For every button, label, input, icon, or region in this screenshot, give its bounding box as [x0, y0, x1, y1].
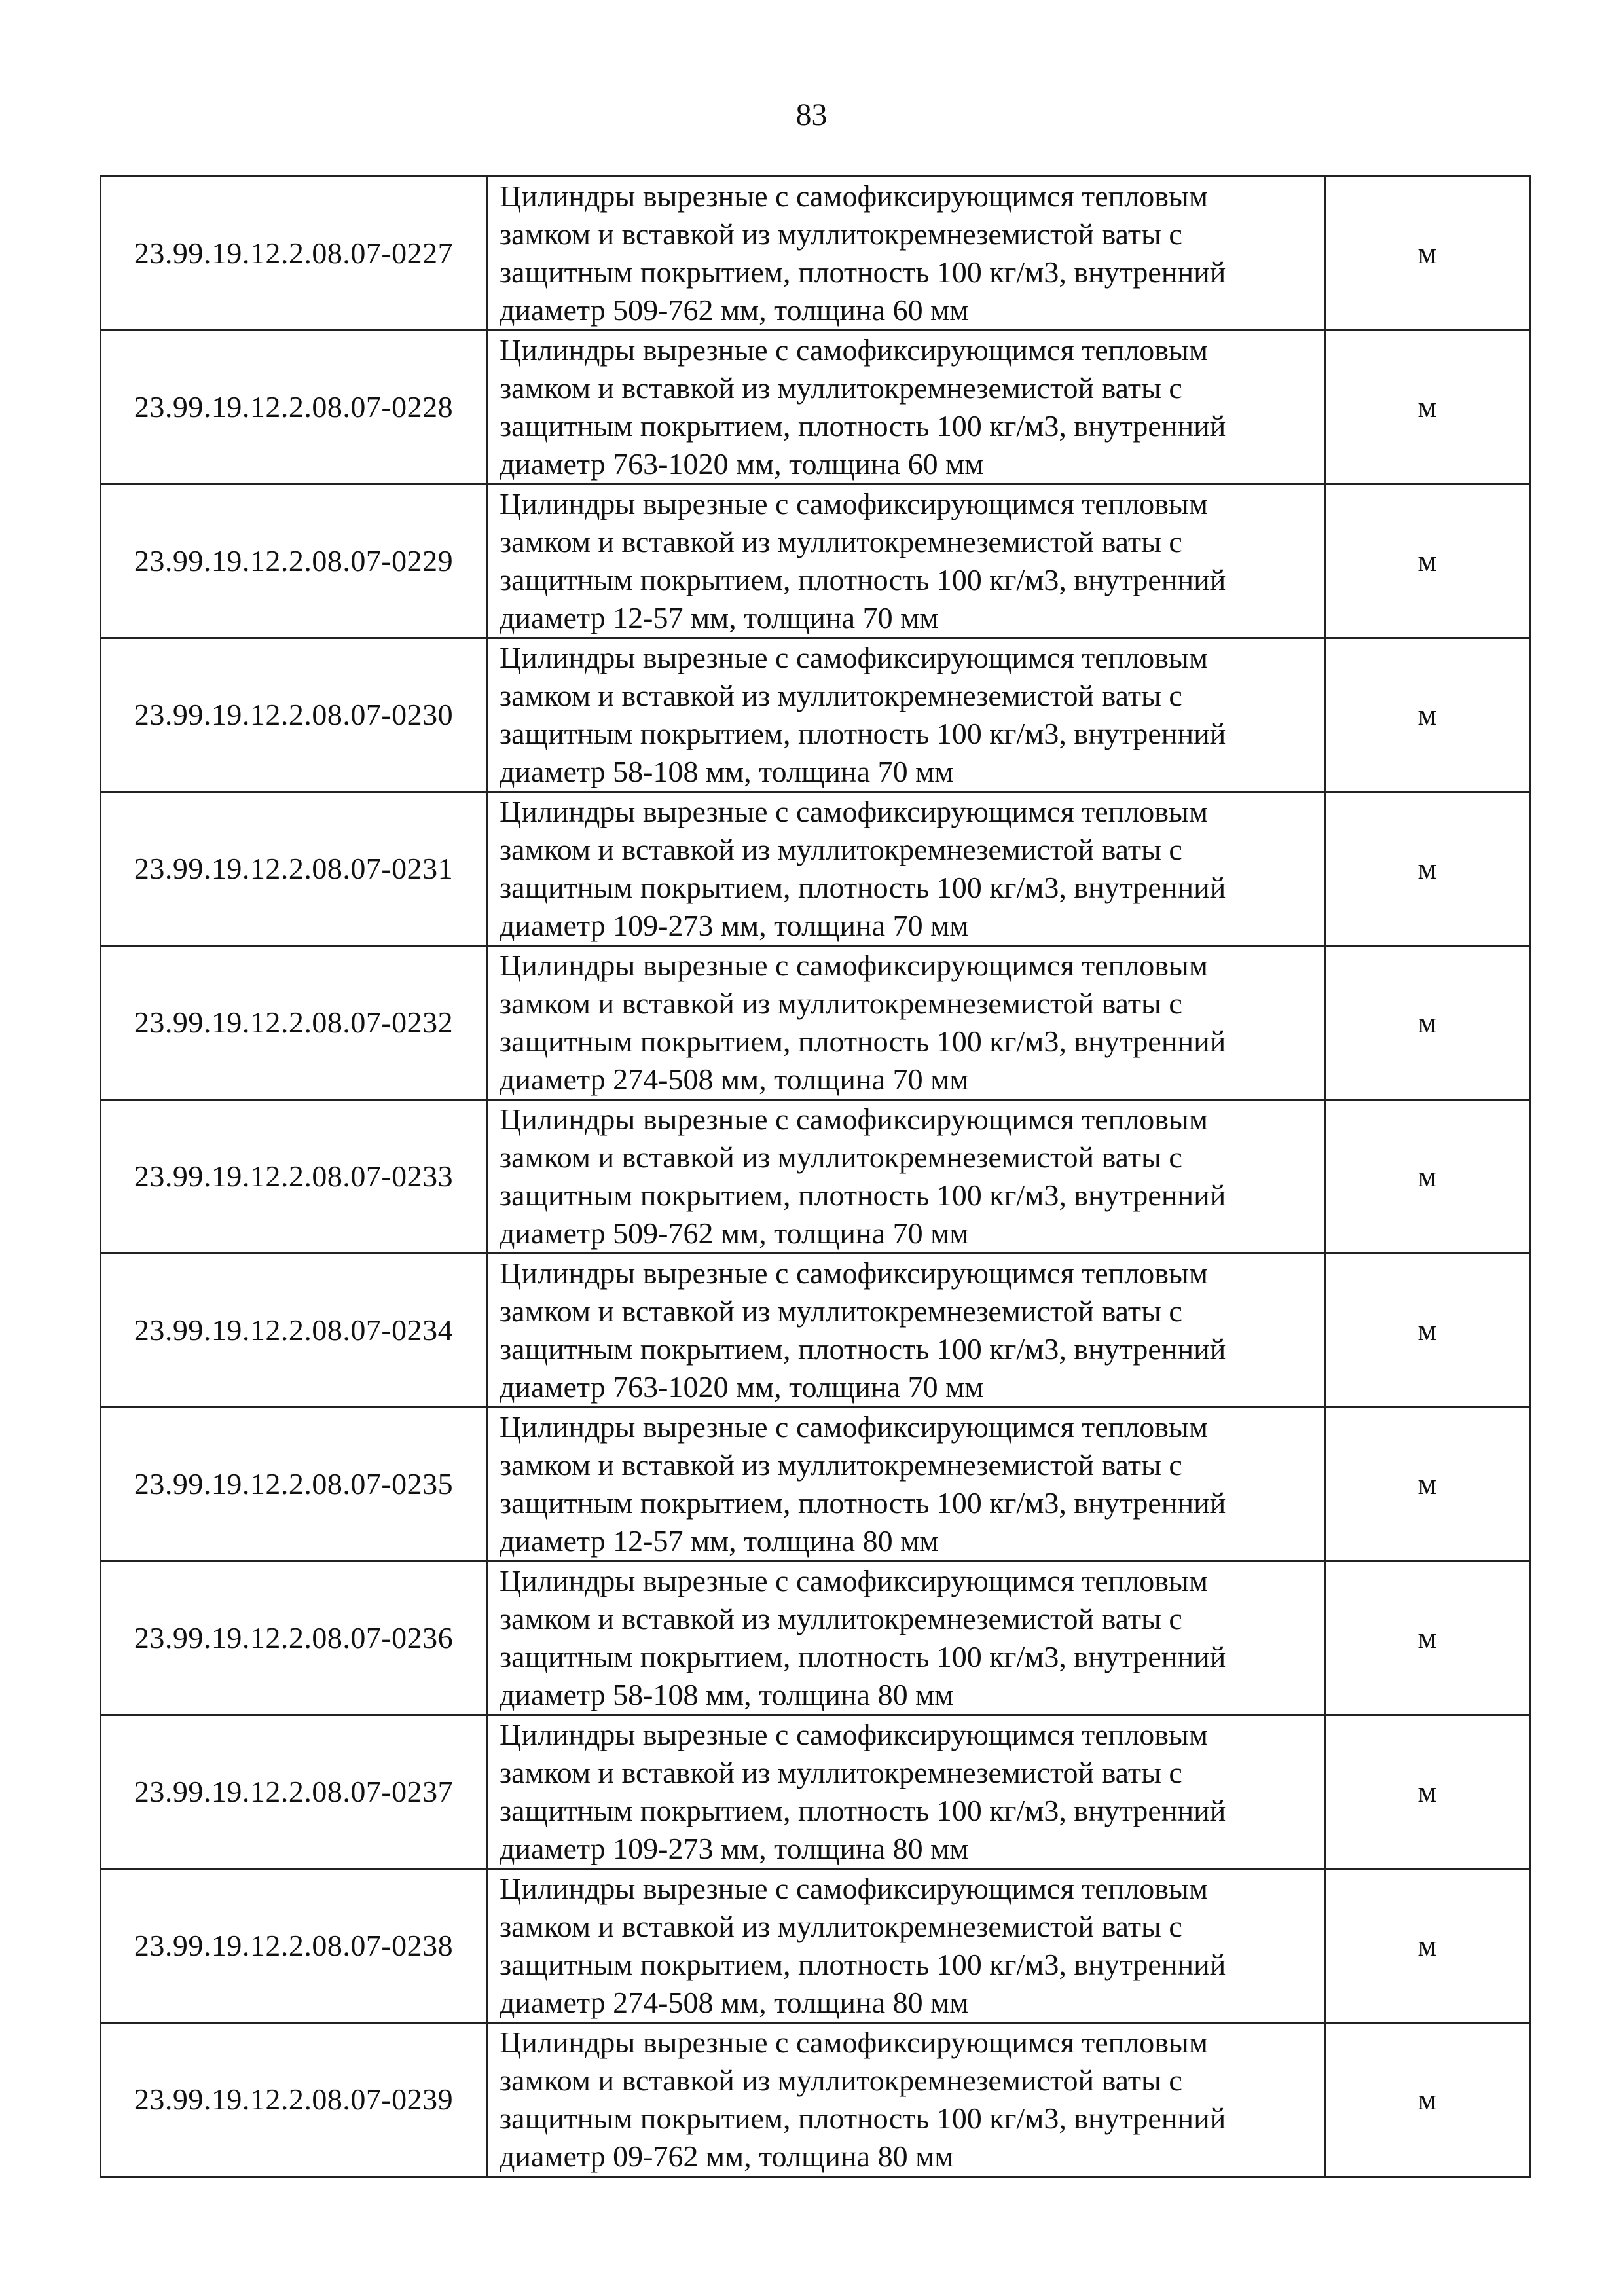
table-row [101, 1561, 1530, 1715]
item-description: Цилиндры вырезные с самофиксирующимся тепловым замком и вставкой из муллитокремнеземистой ваты с защитным покрытием, плотность 100 кг/м3, внутренний диаметр 109-273 мм, толщина 70 мм [487, 792, 1325, 946]
item-unit: м [1325, 1869, 1530, 2023]
materials-table-body [101, 177, 1530, 2177]
item-code: 23.99.19.12.2.08.07-0238 [101, 1869, 487, 2023]
item-description: Цилиндры вырезные с самофиксирующимся тепловым замком и вставкой из муллитокремнеземистой ваты с защитным покрытием, плотность 100 кг/м3, внутренний диаметр 274-508 мм, толщина 70 мм [487, 946, 1325, 1100]
item-unit: м [1325, 638, 1530, 792]
table-row [101, 1715, 1530, 1869]
item-description: Цилиндры вырезные с самофиксирующимся тепловым замком и вставкой из муллитокремнеземистой ваты с защитным покрытием, плотность 100 кг/м3, внутренний диаметр 763-1020 мм, толщина 60 мм [487, 331, 1325, 484]
item-unit: м [1325, 177, 1530, 331]
item-unit: м [1325, 2023, 1530, 2177]
item-code: 23.99.19.12.2.08.07-0237 [101, 1715, 487, 1869]
item-description: Цилиндры вырезные с самофиксирующимся тепловым замком и вставкой из муллитокремнеземистой ваты с защитным покрытием, плотность 100 кг/м3, внутренний диаметр 109-273 мм, толщина 80 мм [487, 1715, 1325, 1869]
item-code: 23.99.19.12.2.08.07-0228 [101, 331, 487, 484]
item-code: 23.99.19.12.2.08.07-0239 [101, 2023, 487, 2177]
table-row [101, 1254, 1530, 1408]
table-row [101, 946, 1530, 1100]
item-code: 23.99.19.12.2.08.07-0234 [101, 1254, 487, 1408]
item-unit: м [1325, 331, 1530, 484]
item-code: 23.99.19.12.2.08.07-0231 [101, 792, 487, 946]
item-code: 23.99.19.12.2.08.07-0232 [101, 946, 487, 1100]
item-description: Цилиндры вырезные с самофиксирующимся тепловым замком и вставкой из муллитокремнеземистой ваты с защитным покрытием, плотность 100 кг/м3, внутренний диаметр 09-762 мм, толщина 80 мм [487, 2023, 1325, 2177]
item-unit: м [1325, 1408, 1530, 1561]
item-description: Цилиндры вырезные с самофиксирующимся тепловым замком и вставкой из муллитокремнеземистой ваты с защитным покрытием, плотность 100 кг/м3, внутренний диаметр 58-108 мм, толщина 70 мм [487, 638, 1325, 792]
item-description: Цилиндры вырезные с самофиксирующимся тепловым замком и вставкой из муллитокремнеземистой ваты с защитным покрытием, плотность 100 кг/м3, внутренний диаметр 12-57 мм, толщина 80 мм [487, 1408, 1325, 1561]
item-unit: м [1325, 484, 1530, 638]
item-description: Цилиндры вырезные с самофиксирующимся тепловым замком и вставкой из муллитокремнеземистой ваты с защитным покрытием, плотность 100 кг/м3, внутренний диаметр 509-762 мм, толщина 70 мм [487, 1100, 1325, 1254]
item-description: Цилиндры вырезные с самофиксирующимся тепловым замком и вставкой из муллитокремнеземистой ваты с защитным покрытием, плотность 100 кг/м3, внутренний диаметр 58-108 мм, толщина 80 мм [487, 1561, 1325, 1715]
item-unit: м [1325, 1100, 1530, 1254]
table-row [101, 792, 1530, 946]
item-code: 23.99.19.12.2.08.07-0235 [101, 1408, 487, 1561]
table-row [101, 1869, 1530, 2023]
item-unit: м [1325, 1715, 1530, 1869]
table-row [101, 331, 1530, 484]
table-row [101, 177, 1530, 331]
table-row [101, 638, 1530, 792]
item-unit: м [1325, 946, 1530, 1100]
table-row [101, 1408, 1530, 1561]
item-unit: м [1325, 1254, 1530, 1408]
table-row [101, 2023, 1530, 2177]
item-unit: м [1325, 1561, 1530, 1715]
item-description: Цилиндры вырезные с самофиксирующимся тепловым замком и вставкой из муллитокремнеземистой ваты с защитным покрытием, плотность 100 кг/м3, внутренний диаметр 509-762 мм, толщина 60 мм [487, 177, 1325, 331]
item-code: 23.99.19.12.2.08.07-0230 [101, 638, 487, 792]
item-code: 23.99.19.12.2.08.07-0236 [101, 1561, 487, 1715]
item-description: Цилиндры вырезные с самофиксирующимся тепловым замком и вставкой из муллитокремнеземистой ваты с защитным покрытием, плотность 100 кг/м3, внутренний диаметр 274-508 мм, толщина 80 мм [487, 1869, 1325, 2023]
table-row [101, 1100, 1530, 1254]
item-code: 23.99.19.12.2.08.07-0229 [101, 484, 487, 638]
materials-table [100, 175, 1531, 2178]
page-number: 83 [795, 98, 828, 132]
item-description: Цилиндры вырезные с самофиксирующимся тепловым замком и вставкой из муллитокремнеземистой ваты с защитным покрытием, плотность 100 кг/м3, внутренний диаметр 763-1020 мм, толщина 70 мм [487, 1254, 1325, 1408]
item-code: 23.99.19.12.2.08.07-0233 [101, 1100, 487, 1254]
item-code: 23.99.19.12.2.08.07-0227 [101, 177, 487, 331]
item-description: Цилиндры вырезные с самофиксирующимся тепловым замком и вставкой из муллитокремнеземистой ваты с защитным покрытием, плотность 100 кг/м3, внутренний диаметр 12-57 мм, толщина 70 мм [487, 484, 1325, 638]
table-row [101, 484, 1530, 638]
item-unit: м [1325, 792, 1530, 946]
